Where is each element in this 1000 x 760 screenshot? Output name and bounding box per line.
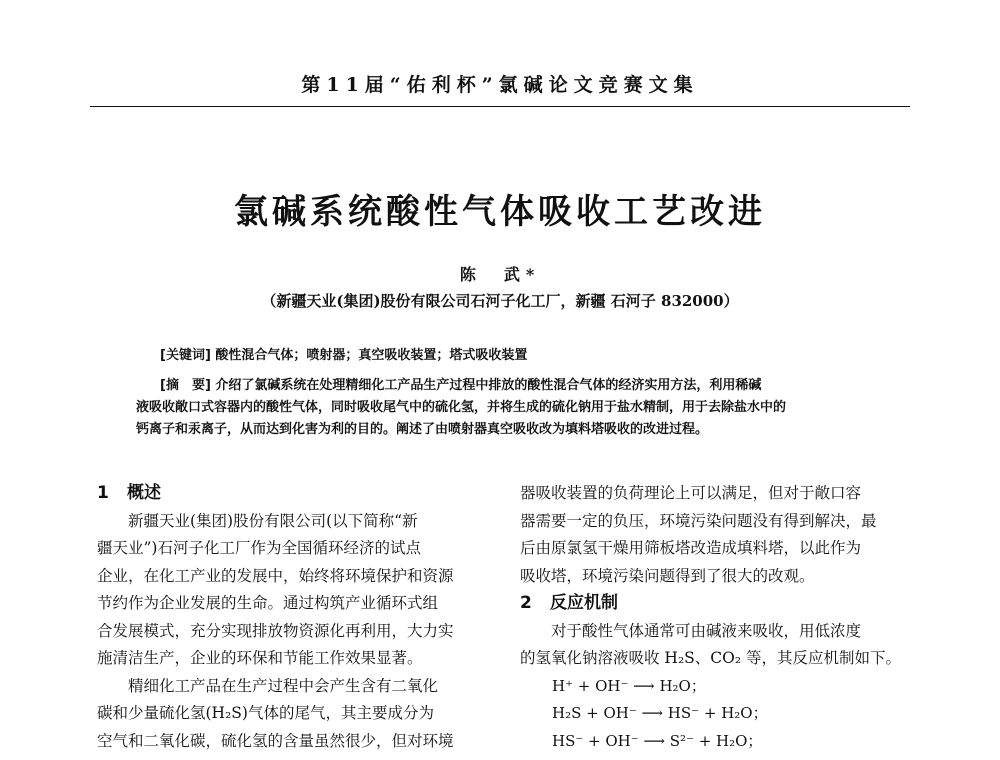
- header-rule: [90, 106, 910, 107]
- body-line: 器需要一定的负压，环境污染问题没有得到解决，最: [520, 511, 877, 530]
- equation: HS⁻ + OH⁻ ⟶ S²⁻ + H₂O；: [552, 731, 763, 750]
- body-line: 空气和二氧化碳，硫化氢的含量虽然很少，但对环境: [97, 731, 454, 750]
- body-line: 碳和少量硫化氢(H₂S)气体的尾气，其主要成分为: [97, 704, 434, 722]
- body-line: 合发展模式，充分实现排放物资源化再利用，大力实: [97, 621, 454, 640]
- section-heading-1: [97, 480, 492, 508]
- body-line: 精细化工产品在生产过程中会产生含有二氧化: [128, 676, 439, 695]
- body-line: 疆天业”)石河子化工厂作为全国循环经济的试点: [97, 539, 421, 557]
- abstract-line: 钙离子和汞离子，从而达到化害为利的目的。阐述了由喷射器真空吸收改为填料塔吸收的改进过程。: [136, 422, 709, 437]
- abstract: [136, 375, 866, 441]
- section-number: 2: [520, 593, 532, 613]
- body-line: 新疆天业(集团)股份有限公司(以下简称“新: [128, 511, 418, 530]
- equation: H₂S + OH⁻ ⟶ HS⁻ + H₂O；: [552, 704, 768, 722]
- body-line: 后由原氯氢干燥用筛板塔改造成填料塔，以此作为: [520, 539, 862, 557]
- author: 陈 武*: [459, 265, 541, 284]
- abstract-line: [摘 要] 介绍了氯碱系统在处理精细化工产品生产过程中排放的酸性混合气体的经济实用方法，利用稀碱: [160, 378, 762, 393]
- body-line: 吸收塔，环境污染问题得到了很大的改观。: [520, 566, 815, 585]
- keywords: [关键词] 酸性混合气体；喷射器；真空吸收装置；塔式吸收装置: [160, 348, 528, 363]
- body-line: 企业，在化工产业的发展中，始终将环境保护和资源: [97, 566, 454, 585]
- running-header: 第11届“佑利杯”氯碱论文竞赛文集: [301, 74, 699, 96]
- section-number: 1: [97, 483, 109, 503]
- affiliation: （新疆天业(集团)股份有限公司石河子化工厂，新疆 石河子 832000）: [261, 292, 739, 310]
- article-title: 氯碱系统酸性气体吸收工艺改进: [234, 192, 766, 232]
- body-line: 的氢氧化钠溶液吸收 H₂S、CO₂ 等，其反应机制如下。: [520, 649, 901, 667]
- body-line: 对于酸性气体通常可由碱液来吸收，用低浓度: [551, 621, 862, 640]
- body-line: 施清洁生产，企业的环保和节能工作效果显著。: [97, 649, 423, 667]
- section-title: 概述: [127, 483, 161, 503]
- section-title: 反应机制: [550, 593, 618, 613]
- left-column: [97, 480, 492, 755]
- section-heading-2: [520, 590, 915, 618]
- abstract-line: 液吸收敞口式容器内的酸性气体，同时吸收尾气中的硫化氢，并将生成的硫化钠用于盐水精制，用于去除盐水中的: [136, 400, 787, 415]
- equation: H⁺ + OH⁻ ⟶ H₂O；: [552, 676, 706, 695]
- body-line: 节约作为企业发展的生命。通过构筑产业循环式组: [97, 594, 439, 612]
- body-line: 器吸收装置的负荷理论上可以满足，但对于敞口容: [520, 484, 862, 502]
- right-column: [520, 480, 915, 755]
